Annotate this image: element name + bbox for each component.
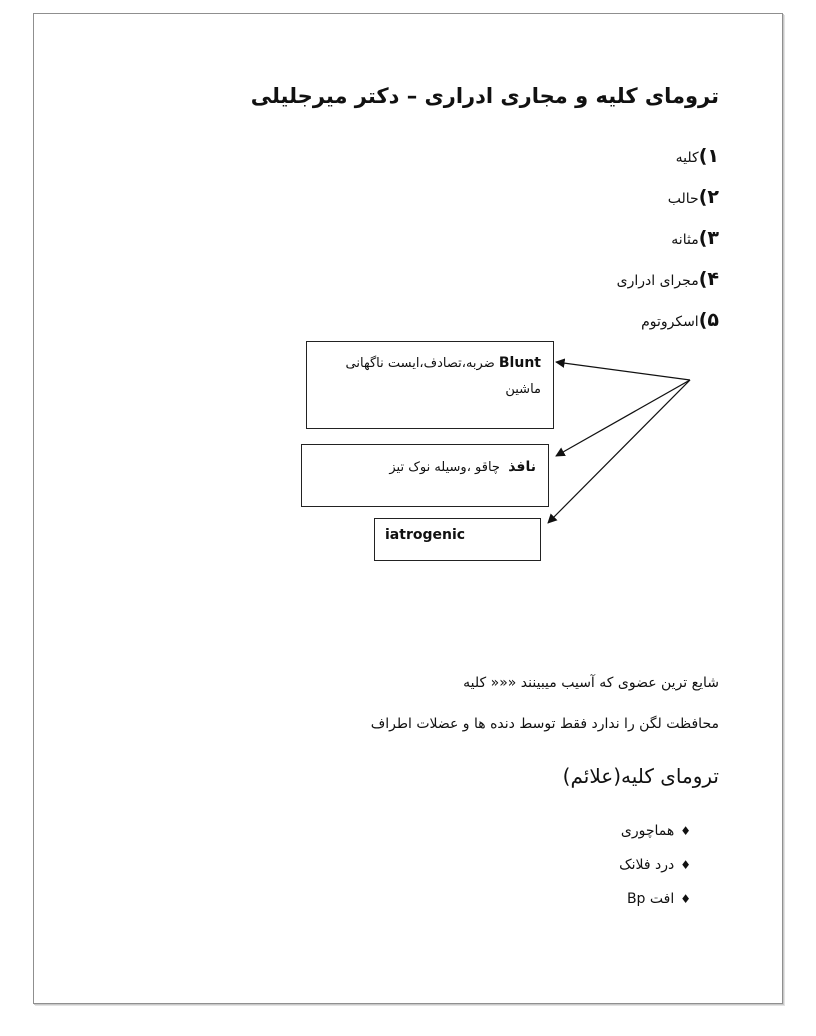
blunt-desc-cont: ماشین (505, 382, 541, 397)
list-label: کلیه (675, 150, 699, 166)
diamond-bullet-icon: ♦ (680, 824, 691, 838)
list-item (619, 886, 691, 920)
arrow-to-penetrating (556, 380, 690, 456)
list-item (619, 852, 691, 886)
symptoms-heading: ترومای کلیه(علائم) (562, 764, 719, 788)
penetrating-box (301, 444, 549, 507)
penetrating-desc: چاقو ،وسیله نوک تیز (389, 460, 500, 475)
arrow-to-blunt (556, 362, 690, 380)
list-number: ۲) (698, 186, 719, 208)
symptom-label: هماچوری (620, 823, 675, 839)
list-number: ۵) (698, 309, 719, 331)
symptoms-list (619, 818, 691, 920)
symptom-label: افت Bp (626, 891, 675, 907)
list-label: اسکروتوم (641, 314, 699, 330)
arrow-to-iatrogenic (548, 380, 690, 523)
document-title: ترومای کلیه و مجاری ادراری – دکتر میرجلیلی (250, 84, 719, 108)
blunt-desc: ضربه،تصادف،ایست ناگهانی (345, 356, 495, 371)
list-number: ۳) (698, 227, 719, 249)
most-common-note: شایع ترین عضوی که آسیب میبینند ««« کلیه (463, 675, 719, 691)
list-item (619, 818, 691, 852)
blunt-term: Blunt (498, 355, 541, 371)
iatrogenic-term: iatrogenic (385, 527, 466, 543)
list-number: ۴) (698, 268, 719, 290)
penetrating-term: نافذ (508, 459, 536, 475)
blunt-box (306, 341, 554, 429)
protection-note: محافظت لگن را ندارد فقط توسط دنده ها و عضلات اطراف (370, 716, 719, 732)
diamond-bullet-icon: ♦ (680, 892, 691, 906)
list-label: حالب (667, 191, 699, 207)
list-label: مجرای ادراری (616, 273, 699, 289)
list-number: ۱) (698, 145, 719, 167)
symptom-label: درد فلانک (619, 857, 675, 873)
list-label: مثانه (671, 232, 699, 248)
iatrogenic-box (374, 518, 541, 561)
diamond-bullet-icon: ♦ (680, 858, 691, 872)
